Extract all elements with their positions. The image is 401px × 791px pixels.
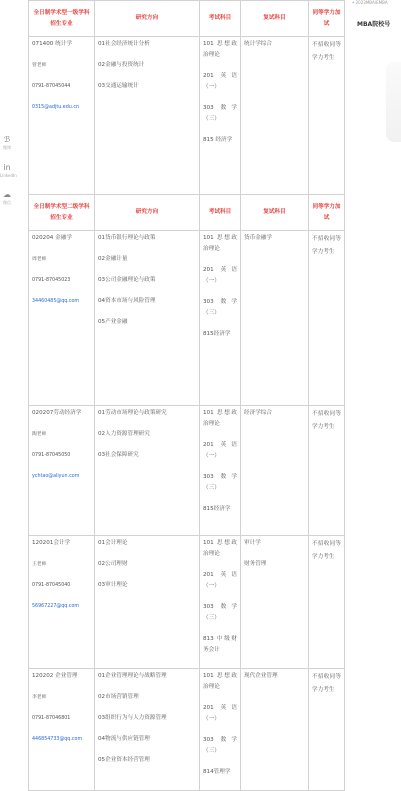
weibo-icon[interactable]: ℬ: [3, 135, 11, 144]
research-direction: 02金融与投资统计: [98, 62, 145, 68]
research-direction: 03公司金融理论与政策: [98, 277, 156, 283]
research-direction: 05产业金融: [98, 319, 128, 325]
extra-exam-cell: [309, 406, 345, 536]
extra-exam-note: 不招收同等学力考生: [312, 674, 341, 693]
exam-subject: 201 英语（一）: [203, 442, 237, 459]
retest-cell: [241, 406, 309, 536]
exam-subject: 815 经济学: [203, 137, 233, 143]
extra-exam-note: 不招收同等学力考生: [312, 42, 341, 61]
retest-subject: 现代企业管理: [244, 673, 278, 679]
contact-info: 曾老师: [32, 63, 47, 68]
extra-exam-note: 不招收同等学力考生: [312, 236, 341, 255]
exam-subject: 201 英语（一）: [203, 73, 237, 90]
table-row: [29, 231, 345, 406]
major-cell: [29, 231, 95, 406]
research-direction: 03组织行为与人力资源管理: [98, 715, 167, 721]
column-header: 研究方向: [95, 195, 200, 231]
exam-cell: [200, 231, 241, 406]
column-header: 同等学力加试: [309, 195, 345, 231]
contact-email[interactable]: 446854733@qq.com: [32, 737, 83, 742]
contact-email[interactable]: 34460485@qq.com: [32, 299, 80, 304]
retest-subject: 经济学综合: [244, 410, 272, 416]
table-header-row: [29, 1, 345, 37]
research-direction: 04资本市场与风险管理: [98, 298, 156, 304]
extra-exam-cell: [309, 669, 345, 791]
exam-subject: 101 思想政治理论: [203, 41, 237, 58]
exam-subject: 101 思想政治理论: [203, 410, 237, 427]
retest-subject: 统计学综合: [244, 41, 272, 47]
table-row: [29, 536, 345, 669]
exam-subject: 303 数学（三）: [203, 299, 237, 316]
research-direction: 01企业管理理论与战略管理: [98, 673, 167, 679]
admission-table: [28, 0, 345, 791]
exam-subject: 201 英语（一）: [203, 705, 237, 722]
news-text[interactable]: 2023MBA/EMBA: [355, 0, 388, 5]
contact-email[interactable]: 56967227@qq.com: [32, 604, 80, 609]
extra-exam-cell: [309, 231, 345, 406]
column-header: 全日制学术型二级学科招生专业: [29, 195, 95, 231]
retest-subject: 货币金融学: [244, 235, 272, 241]
exam-subject: 303 数学（三）: [203, 105, 237, 122]
research-direction: 01货币银行理论与政策: [98, 235, 156, 241]
major-name: 020207劳动经济学: [32, 410, 82, 416]
background-decoration: [386, 62, 401, 142]
research-direction: 02公司理财: [98, 561, 128, 567]
major-name: 120201会计学: [32, 540, 71, 546]
extra-exam-note: 不招收同等学力考生: [312, 411, 341, 430]
extra-exam-cell: [309, 37, 345, 195]
exam-cell: [200, 669, 241, 791]
exam-subject: 303 数学（三）: [203, 604, 237, 621]
table-row: [29, 669, 345, 791]
research-direction: 04物流与供应链管理: [98, 736, 150, 742]
contact-email[interactable]: 0315@adjtu.edu.cn: [32, 105, 80, 110]
major-cell: [29, 669, 95, 791]
contact-email[interactable]: ychtao@aliyun.com: [32, 474, 80, 479]
exam-cell: [200, 536, 241, 669]
contact-info: 0791-87045040: [32, 583, 71, 588]
social-share-bar: [0, 135, 17, 218]
weixin-icon[interactable]: ☁: [3, 190, 11, 199]
exam-subject: 815经济学: [203, 506, 231, 512]
exam-subject: 201 英语（一）: [203, 267, 237, 284]
direction-cell: [95, 536, 200, 669]
major-name: 020204 金融学: [32, 235, 72, 241]
exam-subject: 813 中级财务会计: [203, 636, 237, 653]
column-header: 复试科目: [241, 1, 309, 37]
research-direction: 02市场营销管理: [98, 694, 139, 700]
major-cell: [29, 37, 95, 195]
direction-cell: [95, 231, 200, 406]
exam-subject: 815经济学: [203, 331, 231, 337]
column-header: 全日制学术型一级学科招生专业: [29, 1, 95, 37]
contact-info: 0791-87045023: [32, 278, 71, 283]
retest-subject: 财务管理: [244, 561, 267, 567]
major-name: 120202 企业管理: [32, 673, 78, 679]
contact-info: 王老师: [32, 562, 47, 567]
extra-exam-cell: [309, 536, 345, 669]
section-title: MBA院校号: [357, 21, 391, 28]
research-direction: 05企业资本经营管理: [98, 757, 150, 763]
research-direction: 01社会经济统计分析: [98, 41, 150, 47]
share-label[interactable]: LinkedIn: [0, 173, 17, 178]
column-header: 同等学力加试: [309, 1, 345, 37]
exam-subject: 303 数学（三）: [203, 737, 237, 754]
column-header: 复试科目: [241, 195, 309, 231]
right-sidebar: [352, 0, 401, 28]
exam-subject: 201 英语（一）: [203, 572, 237, 589]
contact-info: 0791-87045044: [32, 84, 71, 89]
exam-cell: [200, 37, 241, 195]
exam-subject: 814管理学: [203, 769, 231, 775]
major-name: 071400 统计学: [32, 41, 72, 47]
retest-subject: 审计学: [244, 540, 261, 546]
research-direction: 01会计理论: [98, 540, 128, 546]
exam-subject: 101 思想政治理论: [203, 673, 237, 690]
retest-cell: [241, 669, 309, 791]
contact-info: 陶老师: [32, 432, 47, 437]
research-direction: 03交通运输统计: [98, 83, 139, 89]
table-row: [29, 37, 345, 195]
table-row: [29, 406, 345, 536]
exam-subject: 101 思想政治理论: [203, 235, 237, 252]
research-direction: 03社会保障研究: [98, 452, 139, 458]
research-direction: 02金融计量: [98, 256, 128, 262]
column-header: 研究方向: [95, 1, 200, 37]
column-header: 考试科目: [200, 1, 241, 37]
research-direction: 01劳动市场理论与政策研究: [98, 410, 167, 416]
exam-subject: 303 数学（三）: [203, 474, 237, 491]
retest-cell: [241, 536, 309, 669]
major-cell: [29, 406, 95, 536]
exam-cell: [200, 406, 241, 536]
news-item[interactable]: • 2023MBA/EMBA: [352, 0, 388, 5]
table-header-row: [29, 195, 345, 231]
research-direction: 03审计理论: [98, 582, 128, 588]
exam-subject: 101 思想政治理论: [203, 540, 237, 557]
retest-cell: [241, 37, 309, 195]
share-label[interactable]: 微博: [3, 145, 11, 150]
research-direction: 02人力资源管理研究: [98, 431, 150, 437]
major-cell: [29, 536, 95, 669]
linkedin-icon[interactable]: in: [3, 163, 11, 172]
contact-info: 0791-87045050: [32, 453, 71, 458]
contact-info: 李老师: [32, 695, 47, 700]
direction-cell: [95, 669, 200, 791]
contact-info: 0791-87046801: [32, 716, 71, 721]
contact-info: 周老师: [32, 257, 47, 262]
direction-cell: [95, 406, 200, 536]
retest-cell: [241, 231, 309, 406]
direction-cell: [95, 37, 200, 195]
share-label[interactable]: 微信: [3, 200, 11, 205]
extra-exam-note: 不招收同等学力考生: [312, 541, 341, 560]
column-header: 考试科目: [200, 195, 241, 231]
